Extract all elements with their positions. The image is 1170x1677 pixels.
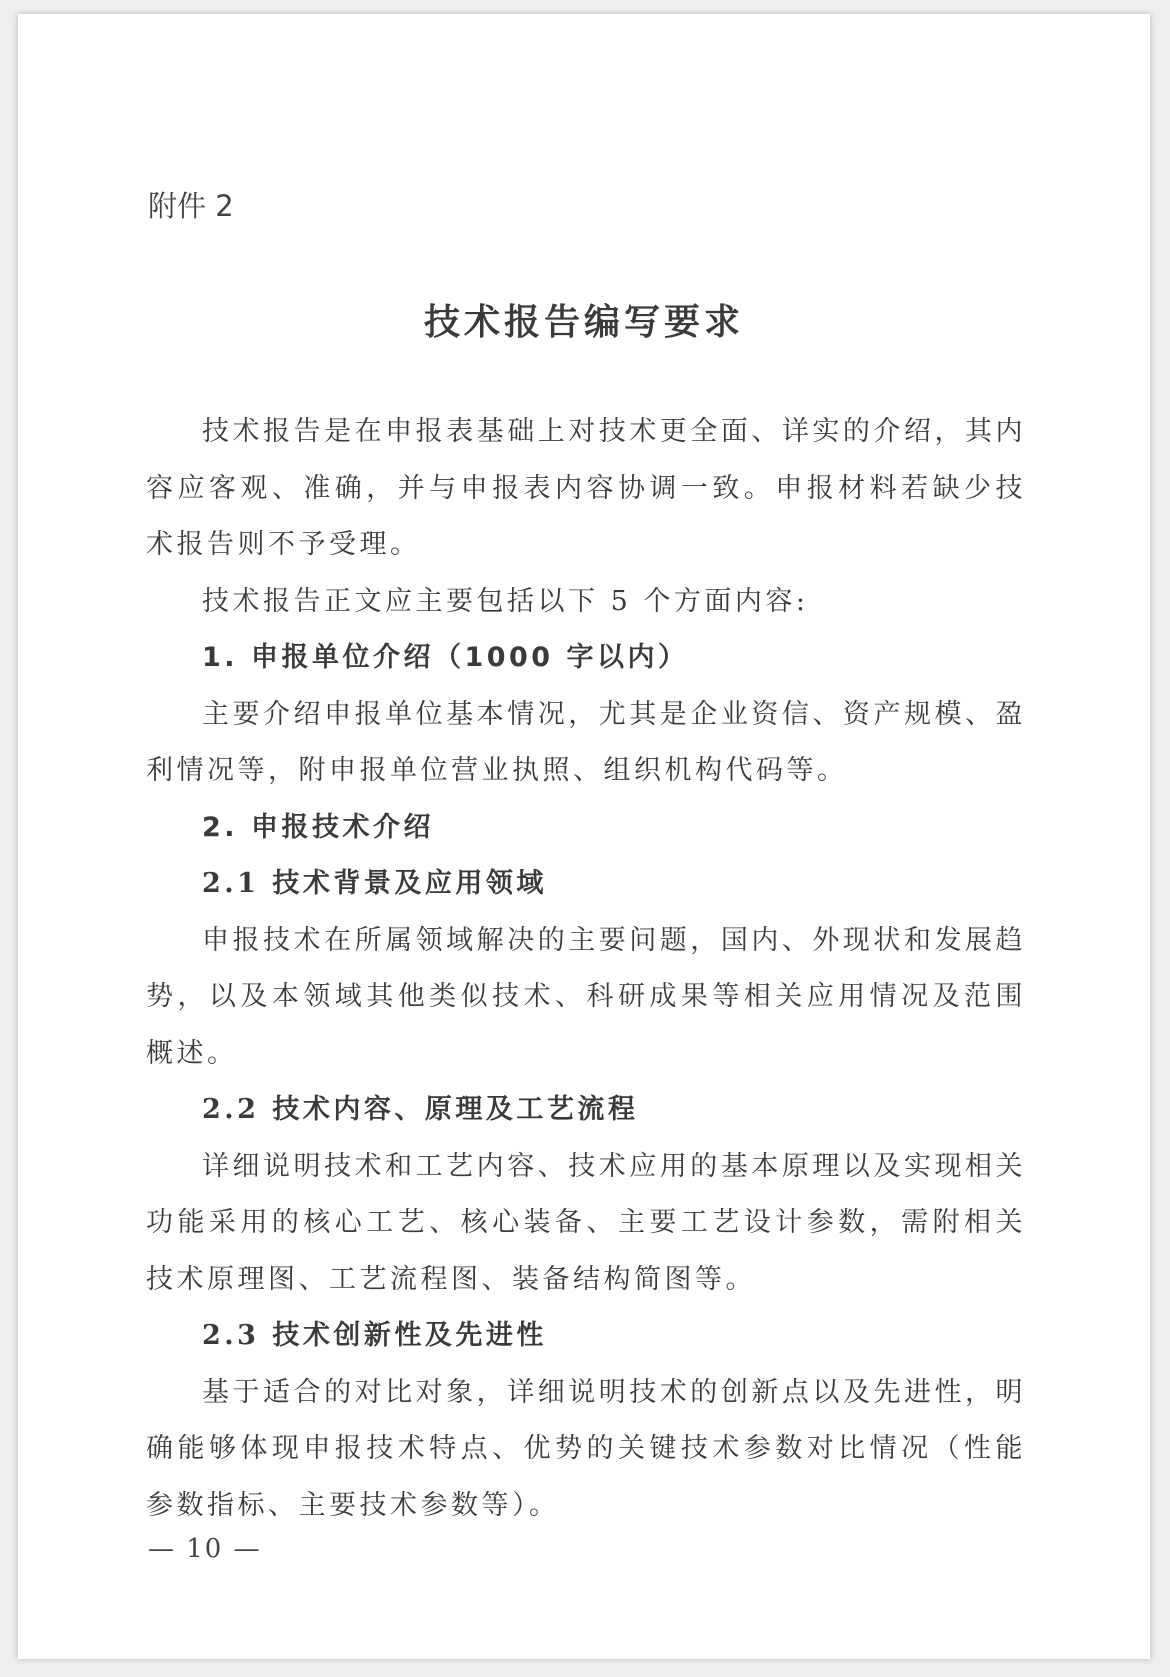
heading-1: 1. 申报单位介绍（1000 字以内） [202,642,689,673]
paragraph-background: 申报技术在所属领域解决的主要问题，国内、外现状和发展趋势，以及本领域其他类似技术、科研成果等相关应用情况及范围概述。 [146,924,1026,1069]
paragraph-innovation: 基于适合的对比对象，详细说明技术的创新点以及先进性，明确能够体现申报技术特点、优势的关键技术参数对比情况（性能参数指标、主要技术参数等）。 [146,1376,1026,1521]
document-page [18,14,1150,1659]
annex-label: 附件 2 [148,189,234,223]
paragraph-unit-intro: 主要介绍申报单位基本情况，尤其是企业资信、资产规模、盈利情况等，附申报单位营业执照、组织机构代码等。 [146,698,1026,786]
heading-2: 2. 申报技术介绍 [202,811,434,843]
document-title: 技术报告编写要求 [423,301,744,343]
paragraph-contents: 技术报告正文应主要包括以下 5 个方面内容: [202,585,809,617]
document-body [146,404,1026,1534]
page-number: — 10 — [148,1534,262,1564]
paragraph-content-principle: 详细说明技术和工艺内容、技术应用的基本原理以及实现相关功能采用的核心工艺、核心装备、主要工艺设计参数，需附相关技术原理图、工艺流程图、装备结构简图等。 [146,1150,1026,1295]
heading-2-3: 2.3 技术创新性及先进性 [202,1320,547,1351]
paragraph-intro: 技术报告是在申报表基础上对技术更全面、详实的介绍，其内容应客观、准确，并与申报表内容协调一致。申报材料若缺少技术报告则不予受理。 [146,416,1026,560]
heading-2-2: 2.2 技术内容、原理及工艺流程 [202,1094,639,1125]
heading-2-1: 2.1 技术背景及应用领域 [202,868,547,899]
